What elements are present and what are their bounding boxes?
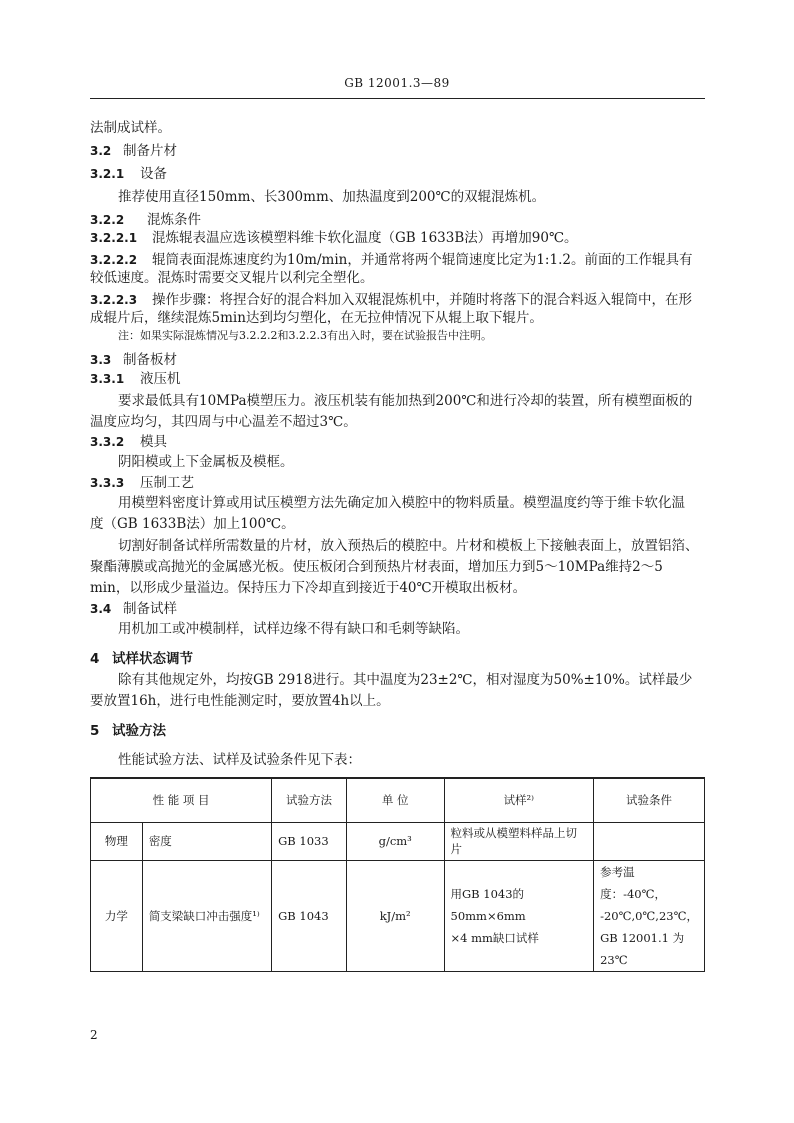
condition-line: -20℃,0℃,23℃， — [600, 908, 698, 923]
method-cell: GB 1033 — [272, 822, 347, 860]
section-title: 模具 — [140, 434, 167, 450]
column-header: 单 位 — [346, 778, 444, 822]
paragraph: 推荐使用直径150mm、长300mm、加热温度到200℃的双辊混炼机。 — [118, 189, 546, 205]
paragraph: 较低速度。混炼时需要交叉辊片以利完全塑化。 — [90, 270, 374, 286]
text-line: 法制成试样。 — [90, 120, 171, 136]
section-3-2-2-1 — [90, 226, 578, 246]
unit-cell: kJ/m² — [346, 860, 444, 971]
paragraph: 性能试验方法、试样及试验条件见下表： — [118, 752, 361, 768]
section-number: 3.3 — [90, 353, 112, 367]
paragraph: min，以形成少量溢边。保持压力下冷却直到接近于40℃开模取出板材。 — [90, 580, 527, 596]
paragraph: 度（GB 1633B法）加上100℃。 — [90, 516, 295, 532]
paragraph: 操作步骤：将捏合好的混合料加入双辊混炼机中，并随时将落下的混合料返入辊筒中，在形 — [152, 292, 692, 308]
specimen-line: ×4 mm缺口试样 — [450, 930, 539, 945]
specimen-line: 用GB 1043的50mm×6mm — [450, 886, 526, 923]
condition-line: 23℃ — [600, 952, 628, 967]
paragraph: 混炼辊表温应选该模塑料维卡软化温度（GB 1633B法）再增加90℃。 — [152, 230, 578, 246]
section-number: 3.3.2 — [90, 435, 125, 449]
paragraph: 要放置16h，进行电性能测定时，要放置4h以上。 — [90, 693, 390, 709]
section-5 — [90, 719, 166, 739]
page-number: 2 — [90, 1028, 98, 1042]
paragraph: 切割好制备试样所需数量的片材，放入预热后的模腔中。片材和模板上下接触表面上，放置铝箔、 — [118, 538, 699, 554]
section-3-3-2 — [90, 430, 167, 450]
column-header: 试样²⁾ — [444, 778, 594, 822]
section-3-2-1 — [90, 162, 167, 182]
specimen-cell — [444, 860, 594, 971]
section-number: 3.2.2.1 — [90, 231, 138, 245]
table-header-row — [91, 778, 705, 822]
section-3-3 — [90, 348, 177, 368]
section-number: 3.2.2 — [90, 213, 125, 227]
section-number: 3.2.2.2 — [90, 253, 138, 267]
column-header: 试验条件 — [594, 778, 705, 822]
section-title: 制备板材 — [123, 352, 177, 368]
section-number: 3.3.3 — [90, 476, 125, 490]
paragraph: 要求最低具有10MPa模塑压力。液压机装有能加热到200℃和进行冷却的装置，所有模塑面板的 — [118, 393, 693, 409]
method-cell: GB 1043 — [272, 860, 347, 971]
item-cell: 密度 — [142, 822, 271, 860]
unit-cell: g/cm³ — [346, 822, 444, 860]
paragraph: 辊筒表面混炼速度约为10m/min，并通常将两个辊筒速度比定为1:1.2。前面的工作辊具有 — [152, 252, 693, 268]
section-3-3-3 — [90, 471, 194, 491]
conditions-cell — [594, 822, 705, 860]
section-3-2-2 — [90, 208, 201, 228]
section-title: 压制工艺 — [140, 475, 194, 491]
document-number: GB 12001.3—89 — [344, 76, 450, 90]
paragraph: 用机加工或冲模制样，试样边缘不得有缺口和毛刺等缺陷。 — [118, 621, 469, 637]
section-number: 3.3.1 — [90, 372, 125, 386]
header-rule — [90, 98, 705, 99]
section-number: 3.4 — [90, 602, 112, 616]
section-4 — [90, 647, 193, 667]
column-header: 试验方法 — [272, 778, 347, 822]
category-cell: 力学 — [91, 860, 143, 971]
section-number: 5 — [90, 723, 100, 739]
paragraph: 聚酯薄膜或高抛光的金属感光板。使压板闭合到预热片材表面，增加压力到5～10MPa维持2～5 — [90, 559, 663, 575]
paragraph: 除有其他规定外，均按GB 2918进行。其中温度为23±2℃，相对湿度为50%±10%。试样最少 — [118, 672, 693, 688]
note: 注：如果实际混炼情况与3.2.2.2和3.2.2.3有出入时，要在试验报告中注明。 — [118, 329, 492, 342]
section-3-2 — [90, 139, 177, 159]
item-cell: 简支梁缺口冲击强度¹⁾ — [142, 860, 271, 971]
section-title: 混炼条件 — [147, 212, 201, 228]
condition-line: 参考温度：-40℃， — [600, 864, 666, 901]
paragraph: 用模塑料密度计算或用试压模塑方法先确定加入模腔中的物料质量。模塑温度约等于维卡软化温 — [118, 495, 685, 511]
test-methods-table — [90, 777, 705, 972]
paragraph: 阴阳模或上下金属板及模框。 — [118, 454, 294, 470]
condition-line: GB 12001.1 为 — [600, 930, 685, 945]
paragraph: 温度应均匀，其四周与中心温差不超过3℃。 — [90, 414, 357, 430]
section-3-3-1 — [90, 367, 181, 387]
category-cell: 物理 — [91, 822, 143, 860]
section-number: 3.2 — [90, 144, 112, 158]
section-title: 制备试样 — [123, 601, 177, 617]
section-3-4 — [90, 597, 177, 617]
section-number: 3.2.2.3 — [90, 293, 138, 307]
specimen-cell: 粒料或从模塑料样品上切片 — [444, 822, 594, 860]
section-title: 液压机 — [140, 371, 181, 387]
section-title: 试验方法 — [112, 723, 166, 739]
conditions-cell — [594, 860, 705, 971]
section-number: 3.2.1 — [90, 167, 125, 181]
section-title: 设备 — [140, 166, 167, 182]
column-header: 性 能 项 目 — [91, 778, 272, 822]
section-3-2-2-3 — [90, 288, 692, 308]
section-number: 4 — [90, 651, 100, 667]
section-3-2-2-2 — [90, 248, 692, 268]
section-title: 试样状态调节 — [112, 651, 193, 667]
section-title: 制备片材 — [123, 143, 177, 159]
paragraph: 成辊片后，继续混炼5min达到均匀塑化，在无拉伸情况下从辊上取下辊片。 — [90, 310, 543, 326]
table-row — [91, 860, 705, 971]
table-row — [91, 822, 705, 860]
